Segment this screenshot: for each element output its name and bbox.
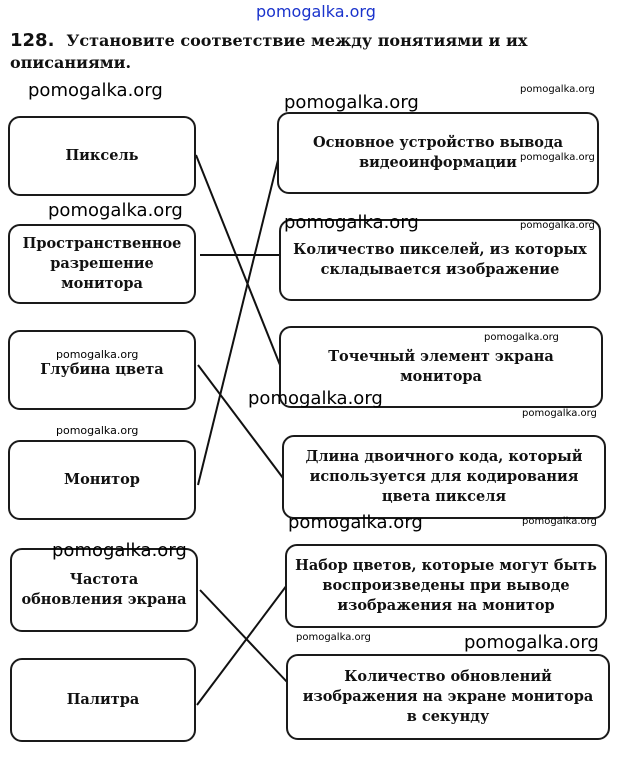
term-box-color-depth [8,330,196,410]
description-label: Точечный элемент экрана монитора [328,348,554,385]
match-line [198,160,278,485]
watermark: pomogalka.org [284,92,419,113]
match-line [197,585,287,705]
term-label: Пиксель [65,147,139,164]
description-label: Набор цветов, которые могут быть воспроизведены при выводе изображения на монитор [295,557,597,614]
term-box-spatial-resolution [8,224,196,304]
description-box-color-set [285,544,607,628]
watermark: pomogalka.org [248,388,383,409]
watermark: pomogalka.org [52,540,187,561]
watermark: pomogalka.org [56,424,139,437]
watermark: pomogalka.org [520,152,595,163]
description-label: Количество обновлений изображения на экране монитора в секунду [302,668,594,725]
description-label: Основное устройство вывода видеоинформации [312,134,564,171]
watermark: pomogalka.org [288,512,423,533]
watermark: pomogalka.org [28,80,163,101]
term-label: Пространственное разрешение монитора [22,235,182,292]
watermark: pomogalka.org [522,408,597,419]
term-label: Глубина цвета [40,361,164,378]
term-label: Монитор [64,471,140,488]
description-box-binary-code-length [282,435,606,519]
term-box-monitor [8,440,196,520]
watermark: pomogalka.org [520,220,595,231]
match-line [198,365,283,478]
watermark: pomogalka.org [520,84,595,95]
term-box-palette [10,658,196,742]
term-box-pixel [8,116,196,196]
watermark: pomogalka.org [296,632,371,643]
match-line [200,590,288,683]
task-number: 128. [10,30,55,51]
watermark: pomogalka.org [464,632,599,653]
task-text: Установите соответствие между понятиями и их описаниями. [10,31,528,72]
watermark: pomogalka.org [522,516,597,527]
term-label: Палитра [66,691,140,708]
watermark: pomogalka.org [56,348,139,361]
watermark: pomogalka.org [284,212,419,233]
site-watermark-top: pomogalka.org [256,2,376,21]
description-box-refresh-count [286,654,610,740]
watermark: pomogalka.org [48,200,183,221]
term-label: Частота обновления экрана [21,571,187,608]
match-line [196,155,280,365]
watermark: pomogalka.org [484,332,559,343]
description-label: Количество пикселей, из которых складывается изображение [293,241,587,278]
description-label: Длина двоичного кода, который используется для кодирования цвета пикселя [305,448,583,505]
